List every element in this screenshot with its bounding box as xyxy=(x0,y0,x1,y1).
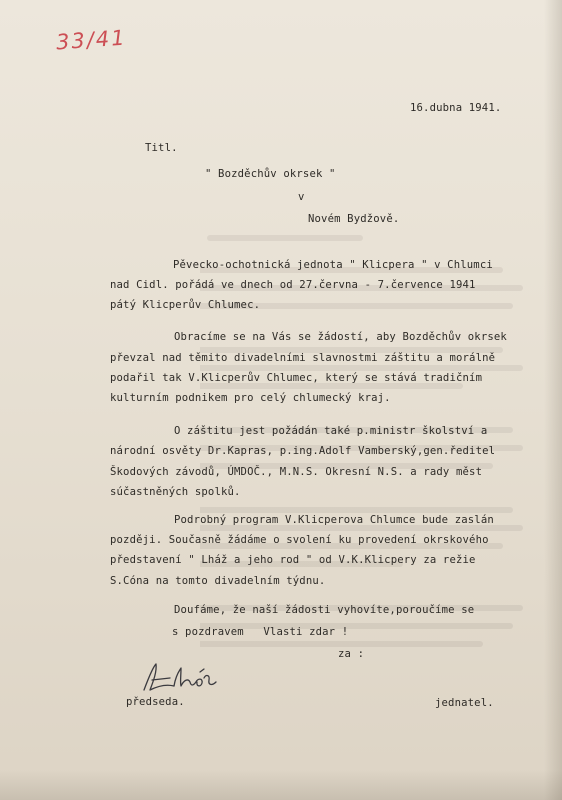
paper-shadow xyxy=(544,0,562,800)
paragraph-line: později. Současně žádáme o svolení ku provedení okrskového xyxy=(110,534,489,546)
handwritten-signature xyxy=(140,660,220,694)
secretary-label: jednatel. xyxy=(435,697,494,709)
paragraph-line: Podrobný program V.Klicperova Chlumce bude zaslán xyxy=(174,514,494,526)
paragraph-line: představení " Lháž a jeho rod " od V.K.Klicpery za režie xyxy=(110,554,476,566)
paragraph-line: nad Cidl. pořádá ve dnech od 27.června - 7.července 1941 xyxy=(110,279,476,291)
paragraph-line: S.Cóna na tomto divadelním týdnu. xyxy=(110,575,326,587)
handwritten-reference-number: 33/41 xyxy=(55,25,128,55)
paper-shadow xyxy=(0,770,562,800)
addressee-preposition: v xyxy=(298,191,305,203)
paragraph-line: národní osvěty Dr.Kapras, p.ing.Adolf Vamberský,gen.ředitel xyxy=(110,445,496,457)
chairman-label: předseda. xyxy=(126,696,185,708)
paragraph-line: Doufáme, že naší žádosti vyhovíte,poroučíme se xyxy=(174,604,475,616)
paragraph-line: pátý Klicperův Chlumec. xyxy=(110,299,261,311)
paragraph-line: s pozdravem Vlasti zdar ! xyxy=(172,626,349,638)
paragraph-line: Obracíme se na Vás se žádostí, aby Bozděchův okrsek xyxy=(174,331,507,343)
salutation: Titl. xyxy=(145,142,178,154)
addressee-name: " Bozděchův okrsek " xyxy=(205,168,336,180)
letter-date: 16.dubna 1941. xyxy=(410,102,502,114)
paragraph-line: kulturním podnikem pro celý chlumecký kraj. xyxy=(110,392,391,404)
paragraph-line: Škodových závodů, ÚMDOČ., M.N.S. Okresní N.S. a rady měst xyxy=(110,466,483,478)
paragraph-line: podařil tak V.Klicperův Chlumec, který se stává tradičním xyxy=(110,372,483,384)
paragraph-line: súčastněných spolků. xyxy=(110,486,241,498)
closing-za: za : xyxy=(338,648,365,660)
paragraph-line: Pěvecko-ochotnická jednota " Klicpera " v Chlumci xyxy=(173,259,493,271)
paragraph-line: převzal nad těmito divadelními slavnostmi záštitu a morálně xyxy=(110,352,496,364)
paragraph-line: O záštitu jest požádán také p.ministr školství a xyxy=(174,425,488,437)
addressee-place: Novém Bydžově. xyxy=(308,213,400,225)
